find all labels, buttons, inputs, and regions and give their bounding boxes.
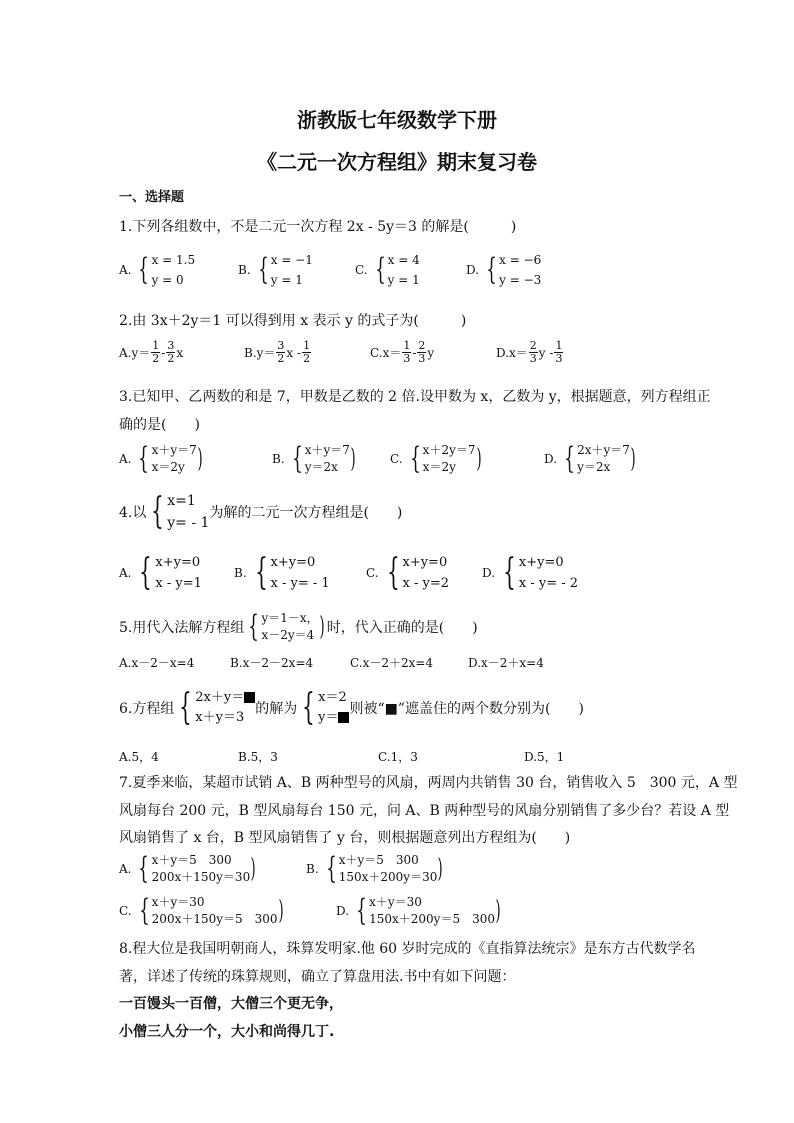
q7-option-a: A. { x＋y＝5 300 200x＋150y＝30 ) — [119, 851, 256, 886]
question-4-stem: 4.以 { x=1 y= - 1 为解的二元一次方程组是( ) — [119, 491, 403, 532]
q3-option-c: C. { x＋2y＝7 x＝2y ) — [390, 441, 482, 476]
q2-option-a: A. y＝ $\frac{1}{2}$ - $\frac{3}{2}$ x — [119, 339, 184, 365]
q1-option-a: A. { x = 1.5 y = 0 — [119, 252, 196, 287]
page-subtitle: 《二元一次方程组》期末复习卷 — [257, 150, 537, 174]
question-5-stem: 5.用代入法解方程组 { y＝1－x， x－2y＝4 ) 时，代入正确的是( ) — [119, 609, 478, 644]
q7-option-b: B. { x＋y＝5 300 150x＋200y＝30 ) — [306, 851, 443, 886]
q3-option-b: B. { x＋y＝7 y＝2x ) — [272, 441, 356, 476]
q5-option-a: A.x－2－x=4 — [119, 656, 195, 670]
question-8-poem-line2: 小僧三人分一个，大小和尚得几丁. — [119, 1024, 335, 1040]
q5-option-c: C.x－2＋2x=4 — [350, 656, 434, 670]
question-8-stem-line2: 著，详述了传统的珠算规则，确立了算盘用法.书中有如下问题： — [119, 969, 516, 985]
q2-option-d: D. x＝ $\frac{2}{3}$ y - $\frac{1}{3}$ — [496, 339, 563, 365]
question-7-stem-line1: 7.夏季来临，某超市试销 A、B 两种型号的风扇，两周内共销售 30 台，销售收入 5 300 元，A 型 — [119, 775, 738, 791]
q5-option-d: D.x－2＋x=4 — [468, 656, 544, 670]
question-2-stem: 2.由 3x＋2y＝1 可以得到用 x 表示 y 的式子为( ) — [119, 313, 467, 329]
hidden-square-1 — [244, 692, 255, 703]
q1-option-b: B. { x = −1 y = 1 — [238, 252, 313, 287]
q6-option-c: C.1，3 — [378, 750, 418, 764]
q6-option-b: B.5，3 — [238, 750, 278, 764]
q3-option-d: D. { 2x＋y＝7 y＝2x ) — [544, 441, 636, 476]
q4-option-b: B. { x+y=0 x - y= - 1 — [234, 552, 330, 593]
question-7-stem-line3: 风扇销售了 x 台，B 型风扇销售了 y 台，则根据题意列出方程组为( ) — [119, 830, 571, 846]
q2-option-c: C. x＝ $\frac{1}{3}$ - $\frac{2}{3}$ y — [370, 339, 435, 365]
q7-option-d: D. { x＋y＝30 150x＋200y＝5 300 ) — [336, 893, 501, 928]
q4-option-a: A. { x+y=0 x - y=1 — [119, 552, 202, 593]
hidden-square-2 — [338, 712, 349, 723]
q1-option-c: C. { x = 4 y = 1 — [355, 252, 420, 287]
q4-option-d: D. { x+y=0 x - y= - 2 — [482, 552, 579, 593]
q6-option-d: D.5，1 — [524, 750, 565, 764]
q4-option-c: C. { x+y=0 x - y=2 — [366, 552, 449, 593]
section-heading: 一、选择题 — [119, 190, 185, 205]
question-8-poem-line1: 一百馒头一百僧，大僧三个更无争， — [119, 996, 343, 1012]
question-7-stem-line2: 风扇每台 200 元，B 型风扇每台 150 元，问 A、B 两种型号的风扇分别销售了多少台？若设 A 型 — [119, 803, 730, 819]
question-3-stem-line2: 确的是( ) — [119, 417, 200, 433]
q5-option-b: B.x－2－2x=4 — [230, 656, 314, 670]
page-title: 浙教版七年级数学下册 — [297, 108, 497, 132]
q1-option-d: D. { x = −6 y = −3 — [466, 252, 542, 287]
question-1-stem: 1.下列各组数中，不是二元一次方程 2x - 5y＝3 的解是( ) — [119, 219, 517, 235]
q2-option-b: B. y＝ $\frac{3}{2}$ x - $\frac{1}{2}$ — [244, 339, 311, 365]
q6-option-a: A.5，4 — [119, 750, 159, 764]
question-6-stem: 6.方程组 { 2x＋y＝ x＋y＝3 的解为 { x＝2 y＝ 则被“■”遮盖住的两个数分别为( ) — [119, 687, 584, 728]
q7-option-c: C. { x＋y＝30 200x＋150y＝5 300 ) — [119, 893, 284, 928]
question-3-stem-line1: 3.已知甲、乙两数的和是 7，甲数是乙数的 2 倍.设甲数为 x，乙数为 y，根据题意，列方程组正 — [119, 389, 711, 405]
q3-option-a: A. { x＋y＝7 x＝2y ) — [119, 441, 203, 476]
question-8-stem-line1: 8.程大位是我国明朝商人，珠算发明家.他 60 岁时完成的《直指算法统宗》是东方古代数学名 — [119, 941, 696, 957]
